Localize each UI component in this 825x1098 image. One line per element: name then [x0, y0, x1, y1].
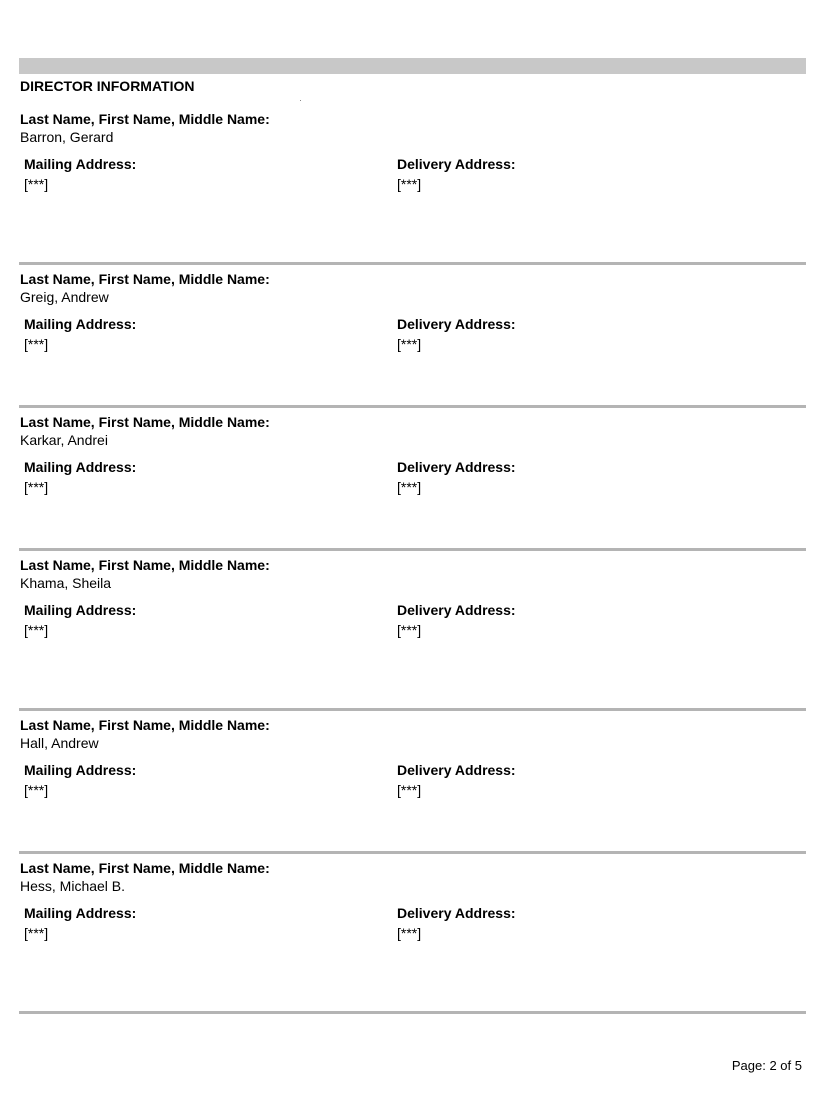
delivery-address-value: [***]: [397, 479, 422, 495]
delivery-address-value: [***]: [397, 176, 422, 192]
delivery-address-value: [***]: [397, 622, 422, 638]
delivery-address-label: Delivery Address:: [397, 905, 516, 921]
mailing-address-label: Mailing Address:: [24, 459, 137, 475]
stray-mark: [300, 100, 301, 101]
director-divider: [19, 851, 806, 854]
name-label: Last Name, First Name, Middle Name:: [20, 414, 270, 430]
mailing-address-value: [***]: [24, 176, 49, 192]
mailing-address-label: Mailing Address:: [24, 316, 137, 332]
delivery-address-value: [***]: [397, 782, 422, 798]
mailing-address-value: [***]: [24, 336, 49, 352]
name-label: Last Name, First Name, Middle Name:: [20, 860, 270, 876]
mailing-address-label: Mailing Address:: [24, 762, 137, 778]
name-label: Last Name, First Name, Middle Name:: [20, 557, 270, 573]
director-name: Karkar, Andrei: [20, 432, 108, 448]
director-divider: [19, 1011, 806, 1014]
director-name: Barron, Gerard: [20, 129, 114, 145]
director-divider: [19, 262, 806, 265]
director-name: Hess, Michael B.: [20, 878, 126, 894]
mailing-address-label: Mailing Address:: [24, 156, 137, 172]
mailing-address-value: [***]: [24, 622, 49, 638]
name-label: Last Name, First Name, Middle Name:: [20, 717, 270, 733]
director-name: Greig, Andrew: [20, 289, 109, 305]
delivery-address-label: Delivery Address:: [397, 316, 516, 332]
delivery-address-label: Delivery Address:: [397, 459, 516, 475]
name-label: Last Name, First Name, Middle Name:: [20, 271, 270, 287]
director-divider: [19, 548, 806, 551]
delivery-address-label: Delivery Address:: [397, 762, 516, 778]
director-name: Hall, Andrew: [20, 735, 99, 751]
delivery-address-value: [***]: [397, 925, 422, 941]
mailing-address-value: [***]: [24, 925, 49, 941]
delivery-address-label: Delivery Address:: [397, 156, 516, 172]
mailing-address-value: [***]: [24, 782, 49, 798]
name-label: Last Name, First Name, Middle Name:: [20, 111, 270, 127]
delivery-address-label: Delivery Address:: [397, 602, 516, 618]
director-divider: [19, 708, 806, 711]
delivery-address-value: [***]: [397, 336, 422, 352]
section-header-bar: [19, 58, 806, 74]
director-divider: [19, 405, 806, 408]
mailing-address-label: Mailing Address:: [24, 905, 137, 921]
page-number: Page: 2 of 5: [731, 1058, 802, 1073]
mailing-address-label: Mailing Address:: [24, 602, 137, 618]
director-name: Khama, Sheila: [20, 575, 112, 591]
section-title: DIRECTOR INFORMATION: [20, 78, 195, 94]
mailing-address-value: [***]: [24, 479, 49, 495]
